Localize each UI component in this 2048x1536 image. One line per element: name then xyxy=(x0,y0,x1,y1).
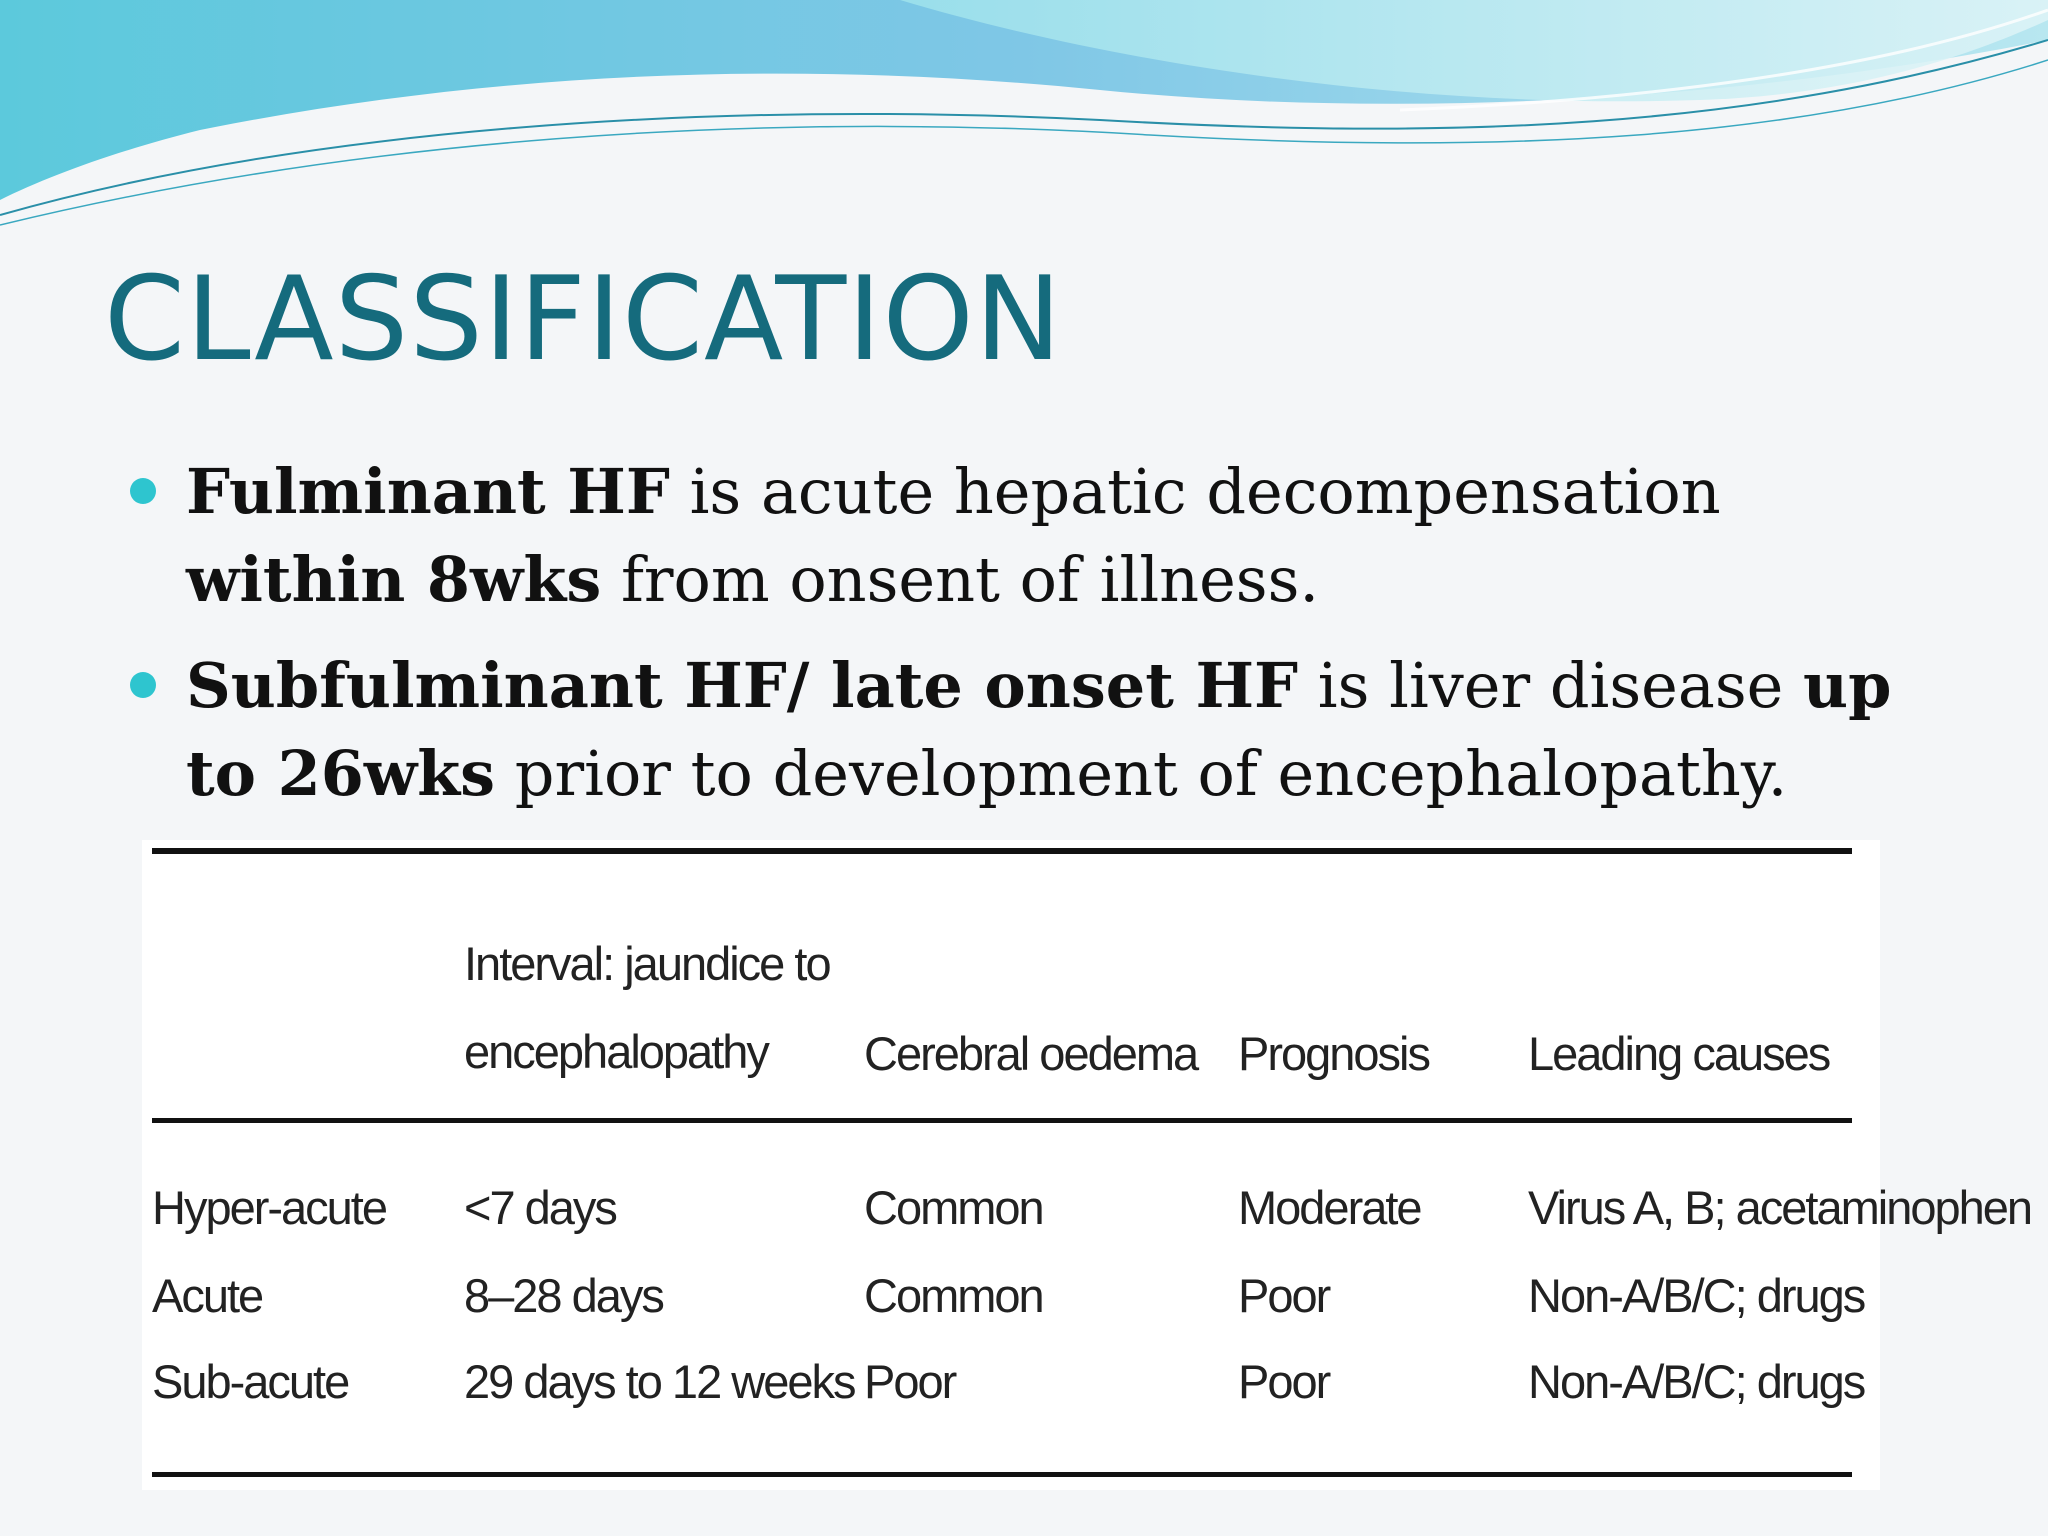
bullet-item xyxy=(130,642,1930,818)
table-top-rule xyxy=(152,848,1852,854)
row-cerebral: Common xyxy=(864,1181,1043,1234)
row-cerebral: Common xyxy=(864,1269,1043,1322)
row-prognosis: Poor xyxy=(1238,1355,1330,1408)
row-type: Hyper-acute xyxy=(152,1181,386,1234)
bullet-dot-icon xyxy=(130,672,156,698)
row-causes: Non-A/B/C; drugs xyxy=(1528,1355,1865,1408)
table-header-rule xyxy=(152,1118,1852,1123)
bullet-dot-icon xyxy=(130,478,156,504)
row-type: Acute xyxy=(152,1269,263,1322)
header-causes: Leading causes xyxy=(1528,1027,1830,1080)
bullet-text: is acute hepatic decompensation xyxy=(669,455,1721,528)
classification-table xyxy=(142,840,2032,1490)
header-prognosis: Prognosis xyxy=(1238,1027,1429,1080)
row-interval: <7 days xyxy=(464,1181,616,1234)
row-causes: Non-A/B/C; drugs xyxy=(1528,1269,1865,1322)
header-interval xyxy=(464,920,830,1096)
header-wave-decoration xyxy=(0,0,2048,240)
bullet-text-bold: up to 26wks xyxy=(186,649,1892,810)
row-interval: 29 days to 12 weeks xyxy=(464,1355,855,1408)
bullet-text: from onsent of illness. xyxy=(601,543,1320,616)
bullet-text: prior to development of encephalopathy. xyxy=(495,737,1788,810)
row-interval: 8–28 days xyxy=(464,1269,663,1322)
bullet-text-bold: within 8wks xyxy=(186,543,602,616)
row-prognosis: Moderate xyxy=(1238,1181,1421,1234)
row-causes: Virus A, B; acetaminophen xyxy=(1528,1181,2032,1234)
bullet-item xyxy=(130,448,1930,624)
header-interval-line2: encephalopathy xyxy=(464,1025,768,1078)
table-bottom-rule xyxy=(152,1472,1852,1477)
header-interval-line1: Interval: jaundice to xyxy=(464,937,830,990)
bullet-text-bold: Subfulminant HF/ late onset HF xyxy=(186,649,1299,722)
row-cerebral: Poor xyxy=(864,1355,956,1408)
slide-title: CLASSIFICATION xyxy=(104,252,1063,387)
bullet-list xyxy=(130,448,1930,836)
bullet-text-bold: Fulminant HF xyxy=(186,455,670,528)
header-cerebral: Cerebral oedema xyxy=(864,1027,1198,1080)
row-prognosis: Poor xyxy=(1238,1269,1330,1322)
bullet-text: is liver disease xyxy=(1298,649,1804,722)
row-type: Sub-acute xyxy=(152,1355,349,1408)
